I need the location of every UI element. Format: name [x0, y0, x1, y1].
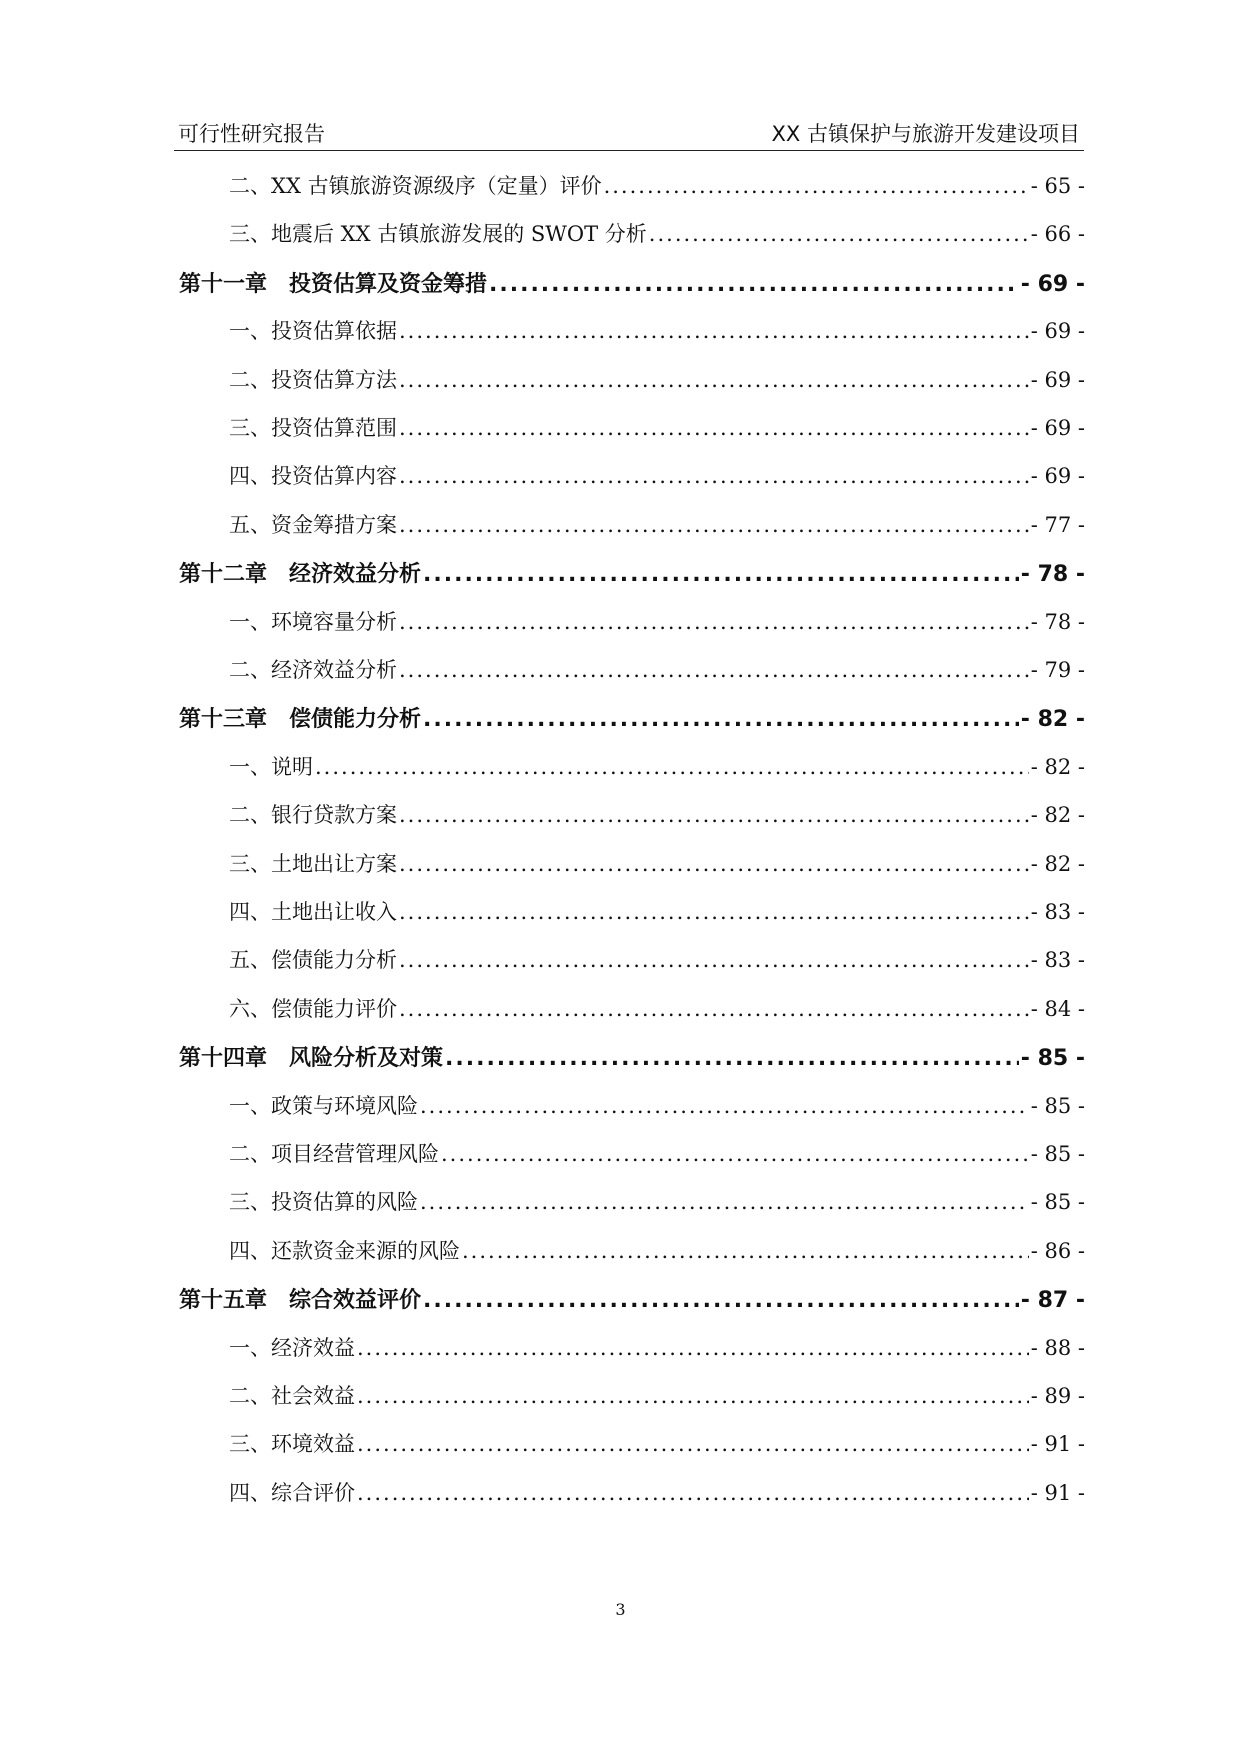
toc-leader-dots: [399, 368, 1029, 392]
toc-section-entry[interactable]: [229, 606, 1085, 640]
toc-entry-page: - 69 -: [1030, 464, 1085, 489]
toc-entry-title: 四、综合评价: [229, 1480, 355, 1505]
toc-leader-dots: [423, 562, 1019, 587]
toc-leader-dots: [441, 1142, 1029, 1166]
toc-entry-title: 六、偿债能力评价: [229, 996, 397, 1021]
toc-chapter-entry[interactable]: [179, 1283, 1085, 1317]
toc-entry-title: 第十三章 偿债能力分析: [179, 707, 422, 733]
toc-leader-dots: [423, 707, 1019, 732]
toc-entry-title: 一、环境容量分析: [229, 609, 397, 634]
toc-entry-title: 四、土地出让收入: [229, 900, 397, 924]
toc-section-entry[interactable]: [229, 1428, 1085, 1462]
toc-entry-title: 第十一章 投资估算及资金筹措: [179, 271, 488, 297]
toc-entry-page: - 82 -: [1030, 851, 1085, 876]
toc-section-entry[interactable]: [229, 315, 1085, 349]
toc-entry-title: 三、投资估算范围: [229, 416, 397, 440]
toc-entry-page: - 78 -: [1020, 562, 1085, 588]
toc-entry-title: 三、环境效益: [229, 1432, 355, 1457]
toc-section-entry[interactable]: [229, 509, 1085, 543]
toc-entry-title: 四、还款资金来源的风险: [229, 1238, 460, 1263]
toc-chapter-entry[interactable]: [179, 1041, 1085, 1075]
toc-leader-dots: [315, 755, 1029, 779]
toc-leader-dots: [399, 997, 1029, 1021]
toc-entry-title: 五、偿债能力分析: [229, 948, 397, 973]
toc-entry-page: - 82 -: [1030, 754, 1085, 779]
toc-entry-page: - 91 -: [1030, 1480, 1085, 1505]
toc-leader-dots: [445, 1046, 1019, 1071]
toc-entry-page: - 82 -: [1030, 803, 1085, 828]
toc-entry-page: - 78 -: [1030, 609, 1085, 634]
toc-section-entry[interactable]: [229, 944, 1085, 978]
toc-leader-dots: [420, 1190, 1029, 1214]
toc-section-entry[interactable]: [229, 460, 1085, 494]
toc-leader-dots: [399, 658, 1029, 682]
toc-section-entry[interactable]: [229, 1090, 1085, 1124]
toc-section-entry[interactable]: [229, 1138, 1085, 1172]
toc-entry-page: - 66 -: [1030, 222, 1085, 247]
toc-entry-title: 二、银行贷款方案: [229, 803, 397, 828]
toc-section-entry[interactable]: [229, 1477, 1085, 1511]
toc-section-entry[interactable]: [229, 218, 1085, 252]
toc-section-entry[interactable]: [229, 799, 1085, 833]
header-project-title: XX 古镇保护与旅游开发建设项目: [771, 122, 1080, 146]
page-number: 3: [615, 1600, 626, 1619]
toc-entry-title: 五、资金筹措方案: [229, 512, 397, 537]
toc-leader-dots: [423, 1288, 1019, 1313]
toc-chapter-entry[interactable]: [179, 557, 1085, 591]
toc-entry-title: 第十二章 经济效益分析: [179, 562, 422, 588]
toc-leader-dots: [649, 222, 1029, 246]
toc-entry-title: 三、地震后 XX 古镇旅游发展的 SWOT 分析: [229, 222, 647, 247]
toc-leader-dots: [357, 1384, 1029, 1408]
toc-leader-dots: [357, 1481, 1029, 1505]
toc-leader-dots: [399, 948, 1029, 972]
toc-entry-page: - 86 -: [1030, 1238, 1085, 1263]
toc-entry-title: 一、说明: [229, 754, 313, 779]
toc-section-entry[interactable]: [229, 848, 1085, 882]
toc-entry-page: - 87 -: [1020, 1288, 1085, 1314]
toc-section-entry[interactable]: [229, 993, 1085, 1027]
toc-entry-page: - 69 -: [1030, 367, 1085, 392]
toc-entry-title: 四、投资估算内容: [229, 464, 397, 489]
toc-entry-page: - 85 -: [1030, 1190, 1085, 1215]
toc-section-entry[interactable]: [229, 412, 1085, 446]
toc-leader-dots: [399, 900, 1029, 924]
toc-entry-title: 二、投资估算方法: [229, 367, 397, 392]
toc-chapter-entry[interactable]: [179, 702, 1085, 736]
toc-chapter-entry[interactable]: [179, 267, 1085, 301]
toc-entry-title: 第十五章 综合效益评价: [179, 1288, 422, 1314]
toc-section-entry[interactable]: [229, 751, 1085, 785]
toc-leader-dots: [399, 319, 1029, 343]
toc-entry-page: - 83 -: [1030, 900, 1085, 924]
toc-entry-title: 三、土地出让方案: [229, 851, 397, 876]
toc-section-entry[interactable]: [229, 896, 1085, 930]
toc-entry-page: - 77 -: [1030, 512, 1085, 537]
toc-leader-dots: [399, 464, 1029, 488]
toc-leader-dots: [399, 852, 1029, 876]
toc-entry-page: - 79 -: [1030, 658, 1085, 682]
toc-section-entry[interactable]: [229, 1332, 1085, 1366]
toc-leader-dots: [604, 174, 1029, 198]
toc-entry-title: 二、XX 古镇旅游资源级序（定量）评价: [229, 174, 602, 198]
toc-section-entry[interactable]: [229, 1186, 1085, 1220]
toc-entry-title: 二、项目经营管理风险: [229, 1142, 439, 1166]
toc-entry-page: - 65 -: [1030, 174, 1085, 198]
toc-entry-page: - 69 -: [1030, 319, 1085, 344]
toc-leader-dots: [462, 1239, 1029, 1263]
toc-section-entry[interactable]: [229, 364, 1085, 398]
toc-entry-title: 二、经济效益分析: [229, 658, 397, 682]
toc-entry-title: 第十四章 风险分析及对策: [179, 1046, 444, 1072]
toc-section-entry[interactable]: [229, 1380, 1085, 1414]
toc-entry-page: - 82 -: [1020, 707, 1085, 733]
toc-entry-title: 一、投资估算依据: [229, 319, 397, 344]
toc-leader-dots: [399, 513, 1029, 537]
toc-entry-page: - 91 -: [1030, 1432, 1085, 1457]
toc-entry-page: - 83 -: [1030, 948, 1085, 973]
toc-section-entry[interactable]: [229, 1235, 1085, 1269]
toc-section-entry[interactable]: [229, 170, 1085, 204]
toc-leader-dots: [357, 1432, 1029, 1456]
toc-entry-title: 三、投资估算的风险: [229, 1190, 418, 1215]
toc-entry-title: 二、社会效益: [229, 1384, 355, 1408]
toc-entry-page: - 89 -: [1030, 1384, 1085, 1408]
toc-entry-page: - 85 -: [1030, 1142, 1085, 1166]
toc-leader-dots: [420, 1094, 1029, 1118]
toc-leader-dots: [399, 416, 1029, 440]
toc-leader-dots: [357, 1336, 1029, 1360]
toc-entry-page: - 85 -: [1030, 1093, 1085, 1118]
toc-entry-page: - 88 -: [1030, 1335, 1085, 1360]
toc-leader-dots: [489, 272, 1019, 297]
toc-entry-title: 一、政策与环境风险: [229, 1093, 418, 1118]
toc-section-entry[interactable]: [229, 654, 1085, 688]
toc-leader-dots: [399, 803, 1029, 827]
header-doc-type: 可行性研究报告: [178, 122, 325, 146]
toc-entry-page: - 84 -: [1030, 996, 1085, 1021]
toc-entry-page: - 85 -: [1020, 1046, 1085, 1072]
toc-leader-dots: [399, 610, 1029, 634]
toc-entry-page: - 69 -: [1030, 416, 1085, 440]
toc-entry-title: 一、经济效益: [229, 1335, 355, 1360]
toc-entry-page: - 69 -: [1020, 271, 1085, 297]
